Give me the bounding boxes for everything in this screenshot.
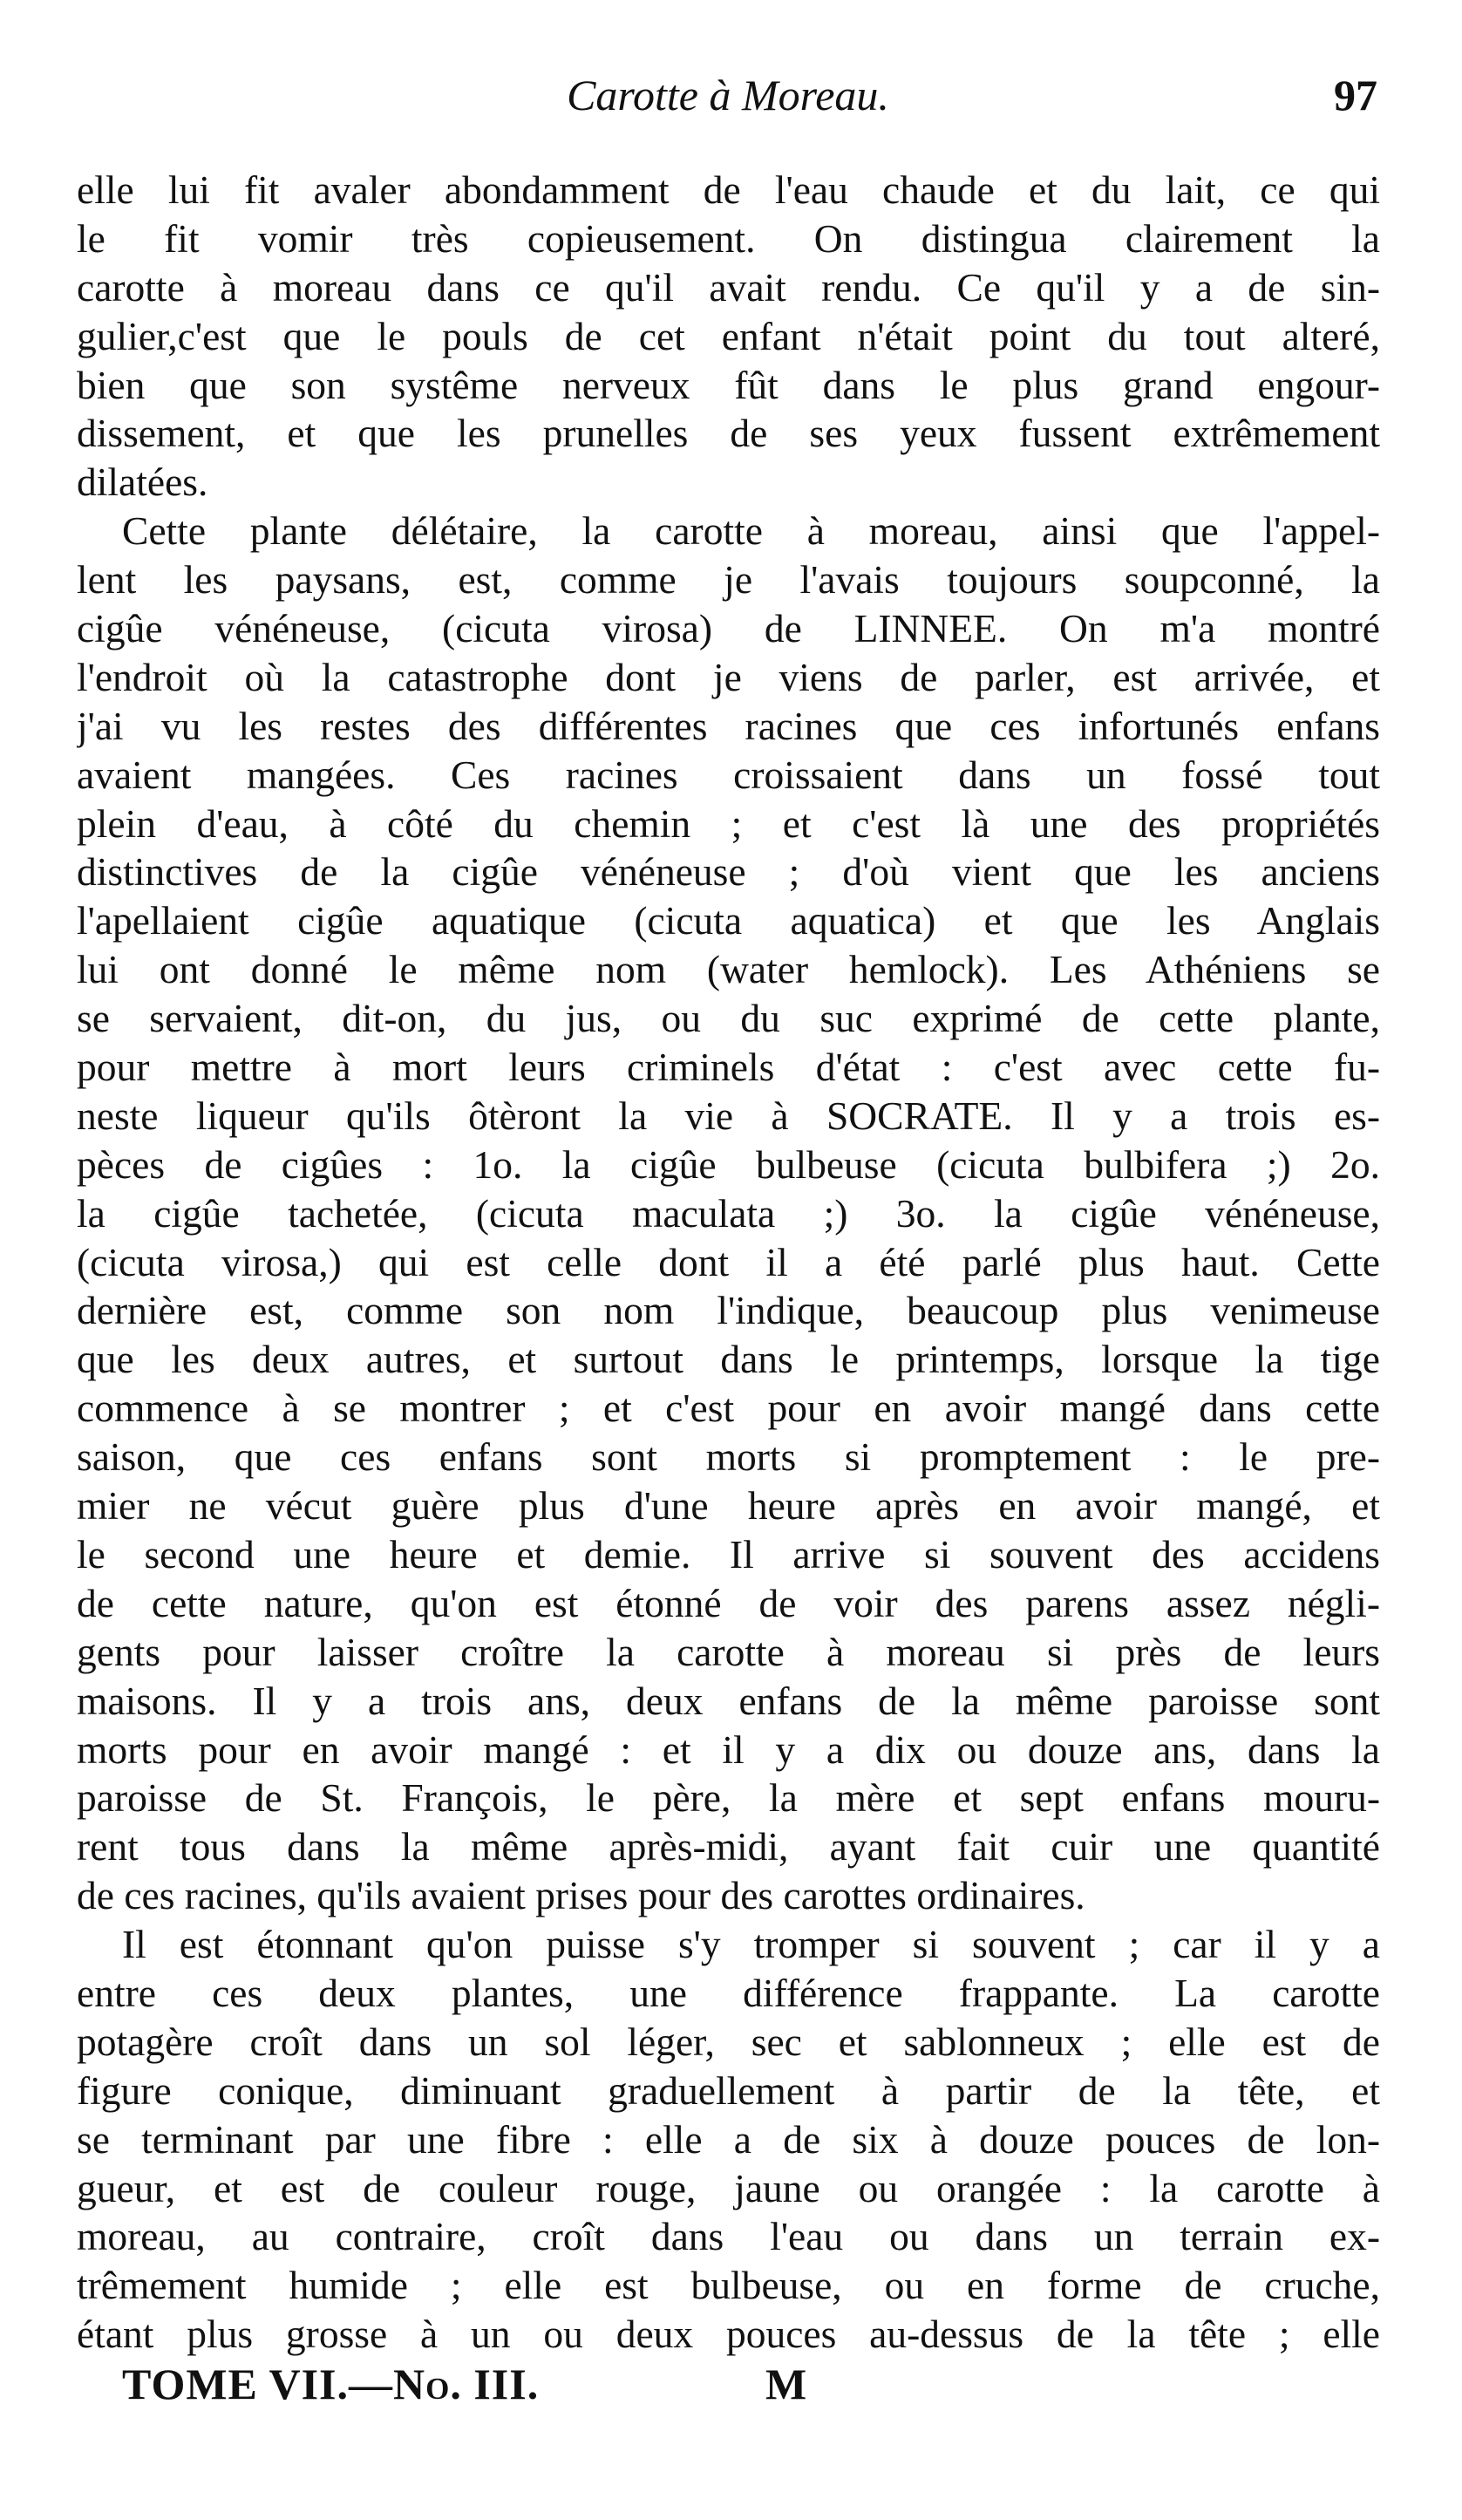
text-line: le second une heure et demie. Il arrive si souvent des accidens (77, 1531, 1380, 1577)
body-text (77, 166, 1380, 2359)
text-line: Cette plante délétaire, la carotte à moreau, ainsi que l'appel- (122, 508, 1380, 554)
text-line: dernière est, comme son nom l'indique, beaucoup plus venimeuse (77, 1288, 1380, 1333)
text-line: lent les paysans, est, comme je l'avais toujours soupconné, la (77, 557, 1380, 603)
text-line: avaient mangées. Ces racines croissaient dans un fossé tout (77, 752, 1380, 797)
text-line: j'ai vu les restes des différentes racines que ces infortunés enfans (77, 703, 1380, 748)
text-line: trêmement humide ; elle est bulbeuse, ou en forme de cruche, (77, 2263, 1380, 2308)
text-line: se servaient, dit-on, du jus, ou du suc exprimé de cette plante, (77, 996, 1380, 1041)
text-line: pour mettre à mort leurs criminels d'état : c'est avec cette fu- (77, 1045, 1380, 1090)
running-title: Carotte à Moreau. (567, 71, 889, 119)
text-line: Il est étonnant qu'on puisse s'y tromper si souvent ; car il y a (122, 1922, 1380, 1967)
text-line: cigûe vénéneuse, (cicuta virosa) de LINNEE. On m'a montré (77, 606, 1380, 651)
text-line: dissement, et que les prunelles de ses yeux fussent extrêmement (77, 411, 1380, 456)
text-line: figure conique, diminuant graduellement à partir de la tête, et (77, 2067, 1380, 2113)
text-line: elle lui fit avaler abondamment de l'eau chaude et du lait, ce qui (77, 167, 1380, 212)
page-footer (122, 2359, 907, 2420)
text-line: (cicuta virosa,) qui est celle dont il a été parlé plus haut. Cette (77, 1239, 1380, 1284)
text-line: lui ont donné le même nom (water hemlock). Les Athéniens se (77, 947, 1380, 992)
text-line: que les deux autres, et surtout dans le printemps, lorsque la tige (77, 1337, 1380, 1382)
text-line: saison, que ces enfans sont morts si promptement : le pre- (77, 1434, 1380, 1480)
text-line: de ces racines, qu'ils avaient prises pour des carottes ordinaires. (77, 1873, 1085, 1918)
text-line: l'apellaient cigûe aquatique (cicuta aquatica) et que les Anglais (77, 898, 1380, 943)
text-line: gents pour laisser croître la carotte à moreau si près de leurs (77, 1629, 1380, 1674)
text-line: se terminant par une fibre : elle a de six à douze pouces de lon- (77, 2116, 1380, 2162)
text-line: le fit vomir très copieusement. On distingua clairement la (77, 215, 1380, 261)
text-line: maisons. Il y a trois ans, deux enfans de la même paroisse sont (77, 1678, 1380, 1723)
text-line: distinctives de la cigûe vénéneuse ; d'où vient que les anciens (77, 849, 1380, 895)
text-line: neste liqueur qu'ils ôtèront la vie à SOCRATE. Il y a trois es- (77, 1093, 1380, 1138)
text-line: rent tous dans la même après-midi, ayant fait cuir une quantité (77, 1824, 1380, 1870)
text-line: de cette nature, qu'on est étonné de voir des parens assez négli- (77, 1580, 1380, 1625)
text-line: étant plus grosse à un ou deux pouces au-dessus de la tête ; elle (77, 2312, 1380, 2357)
text-line: gulier,c'est que le pouls de cet enfant n'était point du tout alteré, (77, 313, 1380, 358)
text-line: morts pour en avoir mangé : et il y a dix ou douze ans, dans la (77, 1727, 1380, 1772)
text-line: paroisse de St. François, le père, la mère et sept enfans mouru- (77, 1775, 1380, 1821)
text-line: carotte à moreau dans ce qu'il avait rendu. Ce qu'il y a de sin- (77, 264, 1380, 310)
text-line: bien que son systême nerveux fût dans le plus grand engour- (77, 362, 1380, 407)
signature-mark: M (765, 2360, 807, 2408)
text-line: dilatées. (77, 460, 208, 505)
text-line: moreau, au contraire, croît dans l'eau ou dans un terrain ex- (77, 2214, 1380, 2259)
volume-label: TOME VII.—No. III. (122, 2360, 540, 2408)
text-line: potagère croît dans un sol léger, sec et sablonneux ; elle est de (77, 2019, 1380, 2064)
text-line: gueur, et est de couleur rouge, jaune ou orangée : la carotte à (77, 2165, 1380, 2210)
page-number: 97 (1334, 71, 1377, 119)
page-header (78, 70, 1377, 140)
text-line: plein d'eau, à côté du chemin ; et c'est là une des propriétés (77, 800, 1380, 846)
text-line: l'endroit où la catastrophe dont je viens de parler, est arrivée, et (77, 654, 1380, 699)
text-line: entre ces deux plantes, une différence frappante. La carotte (77, 1970, 1380, 2015)
text-line: commence à se montrer ; et c'est pour en avoir mangé dans cette (77, 1386, 1380, 1431)
text-line: mier ne vécut guère plus d'une heure après en avoir mangé, et (77, 1483, 1380, 1529)
text-line: la cigûe tachetée, (cicuta maculata ;) 3o. la cigûe vénéneuse, (77, 1190, 1380, 1236)
text-line: pèces de cigûes : 1o. la cigûe bulbeuse (cicuta bulbifera ;) 2o. (77, 1141, 1380, 1187)
